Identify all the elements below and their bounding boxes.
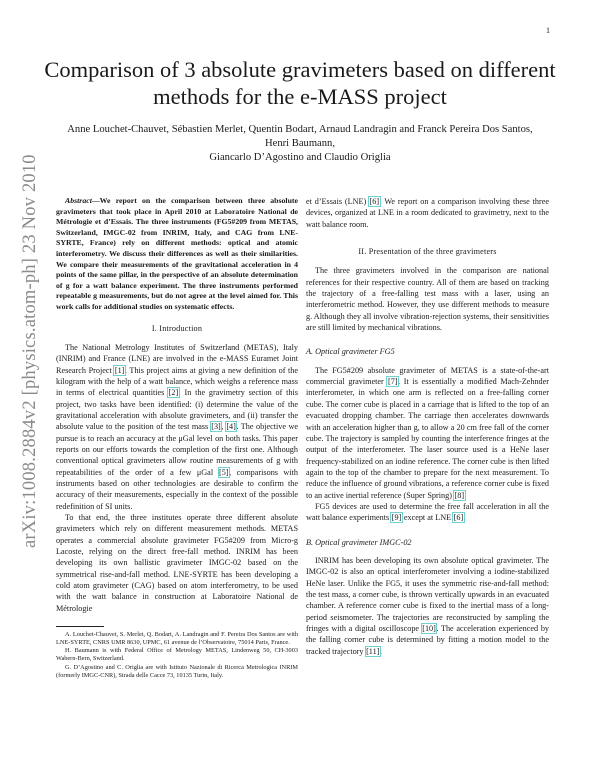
text-run: . The acceleration experienced by the falling corner cube is determined by fitting a motion model to the tracked trajectory <box>306 624 550 656</box>
citation-link[interactable]: [6] <box>453 513 464 523</box>
text-run: , comparisons with instruments based on other technologies are desirable to confirm the accuracy of their measurements, especially in the context of the possible redefinition of SI units. <box>56 467 298 511</box>
text-run: . It is essentially a modified Mach-Zehnder interferometer, in which one arm is reflected on a free-falling corner cube. The corner cube is placed in a carriage that is lifted to the top of an evacuated dropping chamber. The carriage then accelerates downwards with an acceleration higher than g, to allow a 20 cm free fall of the corner cube. The trajectory is sampled by counting the interference fringes at the output of the interferometer. The laser source used is a HeNe laser frequency-stabilized on an iodine reference. The corner cube is then lifted again to the top of the chamber to prepare for the next measurement. To reduce the influence of ground vibrations, a reference corner cube is fixed to an active inertial reference (Super Spring) <box>306 377 549 500</box>
footnote-3: G. D’Agostino and C. Origlia are with Istituto Nazionale di Ricerca Metrologica INRIM (formerly IMGC-CNR), Strada delle Cacce 73, 10135 Turin, Italy. <box>56 663 298 679</box>
citation-link[interactable]: [3] <box>211 422 221 432</box>
text-run: The National Metrology Institutes of Switzerland (METAS), Italy (INRIM) and France (LNE) are involved in the e-MASS Euramet Joint Research Project <box>56 342 298 375</box>
paper-title: Comparison of 3 absolute gravimeters based on different methods for the e-MASS project <box>44 57 556 109</box>
citation-link[interactable]: [10] <box>422 624 436 633</box>
text-run: et d’Essais (LNE) <box>306 197 370 206</box>
text-run: . The objective we pursue is to reach an accuracy at the μGal level on both tasks. This paper reports on our efforts towards the completion of the first one. Although conventional optical gravimeters allow routine measurements of g with repeatabilities of the order of a few μGal <box>56 422 299 477</box>
left-column <box>56 196 298 680</box>
footnote-rule <box>56 626 104 627</box>
text-run: . This project aims at giving a new definition of the kilogram with the help of a watt balance, which weighs a reference mass in terms of electrical quantities <box>56 365 298 398</box>
text-run: , <box>221 422 226 432</box>
text-run: except at LNE <box>401 513 454 523</box>
text-run: . <box>464 490 467 500</box>
authors-line-1: Anne Louchet-Chauvet, Sébastien Merlet, Quentin Bodart, Arnaud Landragin and Franck Pereira Dos Santos, <box>67 124 533 135</box>
citation-link[interactable]: [11] <box>366 646 380 656</box>
fg5-paragraph-2 <box>306 501 549 524</box>
abstract-text: —We report on the comparison between three absolute gravimeters that took place in April 2010 at Laboratoire National de Métrologie et d’Essais. The three instruments (FG5#209 from METAS, Switzerland, IMGC-02 from INRIM, Italy, and CAG from LNE-SYRTE, France) rely on different methods: optical and atomic interferometry. We discuss their differences as well as their similarities. We compare their measurements of the gravitational acceleration in 4 points of the same pillar, in the perspective of an absolute determination of g for a watt balance experiment. The three instruments performed repeatable g measurements, but do not agree at the level aimed for. This work calls for additional studies on systematic effects. <box>56 196 298 311</box>
arxiv-stamp[interactable]: arXiv:1008.2884v2 [physics.atom-ph] 23 Nov 2010 <box>20 154 40 548</box>
text-run: The FG5#209 absolute gravimeter of METAS is a state-of-the-art commercial gravimeter <box>306 365 549 387</box>
intro-continuation <box>306 196 549 230</box>
imgc-paragraph-1 <box>306 555 549 657</box>
citation-link[interactable]: [1] <box>114 365 125 375</box>
citation-link[interactable]: [2] <box>168 388 179 398</box>
text-run: INRIM has been developing its own absolute optical gravimeter. The IMGC-02 is also an optical interferometer involving a iodine-stabilized HeNe laser. Unlike the FG5, it uses the symmetric rise-and-fall method: the test mass, a corner cube, is thrown vertically upwards in an evacuated chamber. A reference corner cube is fixed to the inertial mass of a long-period seismometer. The trajectories are reconstructed by sampling the fringes with a digital oscilloscope <box>306 555 549 633</box>
authors-line-2: Henri Baumann, <box>264 138 336 149</box>
abstract-label: Abstract <box>65 196 92 205</box>
text-run: . We report on a comparison involving these three devices, organized at LNE in a room dedicated to gravimetry, next to the watt balance room. <box>306 197 549 229</box>
text-run: FG5 devices are used to determine the free fall acceleration in all the watt balance experiments <box>306 501 549 523</box>
subsection-heading-imgc: B. Optical gravimeter IMGC-02 <box>306 537 412 547</box>
citation-link[interactable]: [6] <box>369 197 380 206</box>
authors-line-3: Giancarlo D’Agostino and Claudio Origlia <box>209 152 391 163</box>
author-list <box>60 123 540 165</box>
citation-link[interactable]: [4] <box>226 422 236 432</box>
abstract <box>56 196 298 313</box>
text-run: . In the gravimetry section of this project, two tasks have been identified: (i) determine the value of the gravitational acceleration with absolute gravimeters, and (ii) transfer the absolute value to the position of the test mass <box>56 388 298 432</box>
presentation-paragraph: The three gravimeters involved in the comparison are national references for their respective country. All of them are based on tracking the trajectory of a free-falling test mass with a laser, using an interferometric method. However, they use different methods to measure g. Although they all involve vibration-rejection systems, their sensitivities are still limited by mechanical vibrations. <box>306 266 549 333</box>
citation-link[interactable]: [9] <box>391 513 402 523</box>
footnote-2: H. Baumann is with Federal Office of Metrology METAS, Lindenweg 50, CH-3003 Wabern-Bern, Switzerland. <box>56 647 298 663</box>
intro-paragraph-1 <box>56 342 298 512</box>
citation-link[interactable]: [8] <box>454 490 465 500</box>
section-heading-presentation: II. Presentation of the three gravimeters <box>358 247 497 257</box>
text-run: . <box>379 646 382 656</box>
text-run: . <box>463 513 466 523</box>
page-number: 1 <box>546 26 550 35</box>
citation-link[interactable]: [7] <box>387 377 398 387</box>
intro-paragraph-2: To that end, the three institutes operate three different absolute gravimeters which rely on different measurement methods. METAS operates a commercial absolute gravimeter FG5#209 from Micro-g Lacoste, relying on the direct free-fall method. INRIM has been developing its own ballistic gravimeter IMGC-02 based on the symmetrical rise-and-fall method. LNE-SYRTE has been developing a cold atom gravimeter (CAG) based on atom interferometry, to be used with the watt balance in construction at Laboratoire National de Métrologie <box>56 513 298 613</box>
right-column <box>306 196 549 657</box>
citation-link[interactable]: [5] <box>219 467 229 477</box>
section-heading-introduction: I. Introduction <box>151 323 203 333</box>
fg5-paragraph-1 <box>306 365 549 501</box>
subsection-heading-fg5: A. Optical gravimeter FG5 <box>306 347 395 357</box>
footnote-1: A. Louchet-Chauvet, S. Merlet, Q. Bodart, A. Landragin and F. Pereira Dos Santos are with LNE-SYRTE, CNRS UMR 8630, UPMC, 61 avenue de l’Observatoire, 75014 Paris, France. <box>56 631 298 647</box>
